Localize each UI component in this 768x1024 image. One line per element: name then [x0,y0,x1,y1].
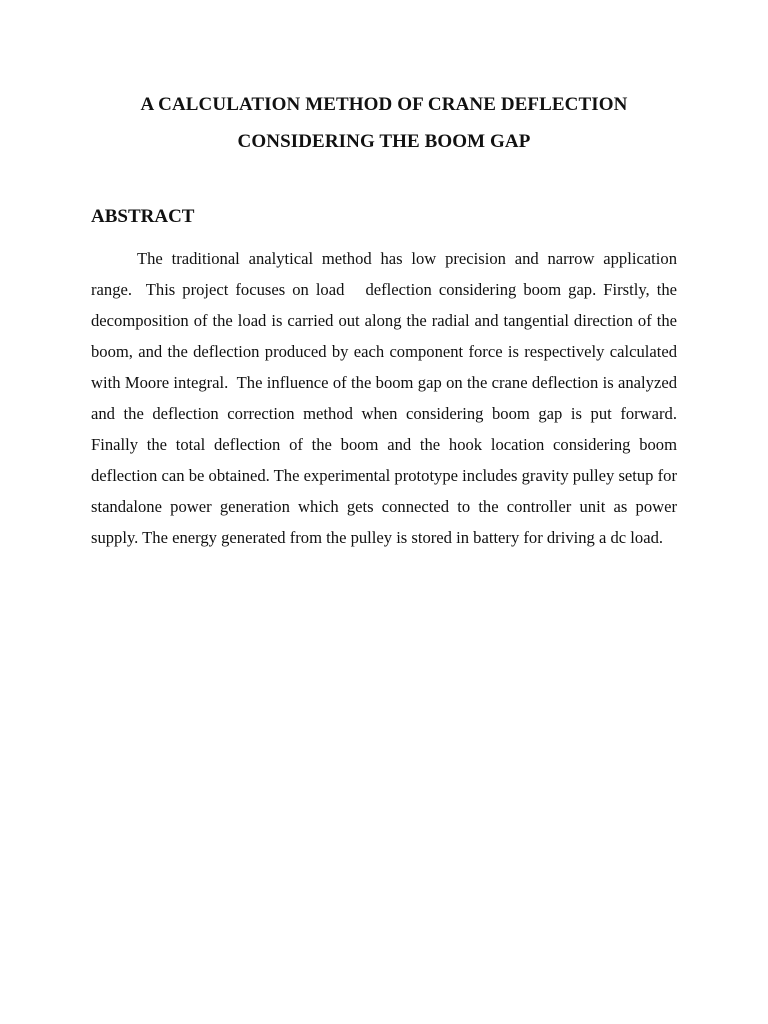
abstract-heading: ABSTRACT [91,206,195,227]
document-title-line-2: CONSIDERING THE BOOM GAP [237,131,531,152]
document-title-line-1: A CALCULATION METHOD OF CRANE DEFLECTION [140,94,628,115]
abstract-paragraph: The traditional analytical method has low precision and narrow application range. This project focuses on load deflection considering boom gap. Firstly, the decomposition of the load is carried out along the radial and tangential direction of the boom, and the deflection produced by each component force is respectively calculated with Moore integral. The influence of the boom gap on the crane deflection is analyzed and the deflection correction method when considering boom gap is put forward. Finally the total deflection of the boom and the hook location considering boom deflection can be obtained. The experimental prototype includes gravity pulley setup for standalone power generation which gets connected to the controller unit as power supply. The energy generated from the pulley is stored in battery for driving a dc load. [91,249,682,547]
